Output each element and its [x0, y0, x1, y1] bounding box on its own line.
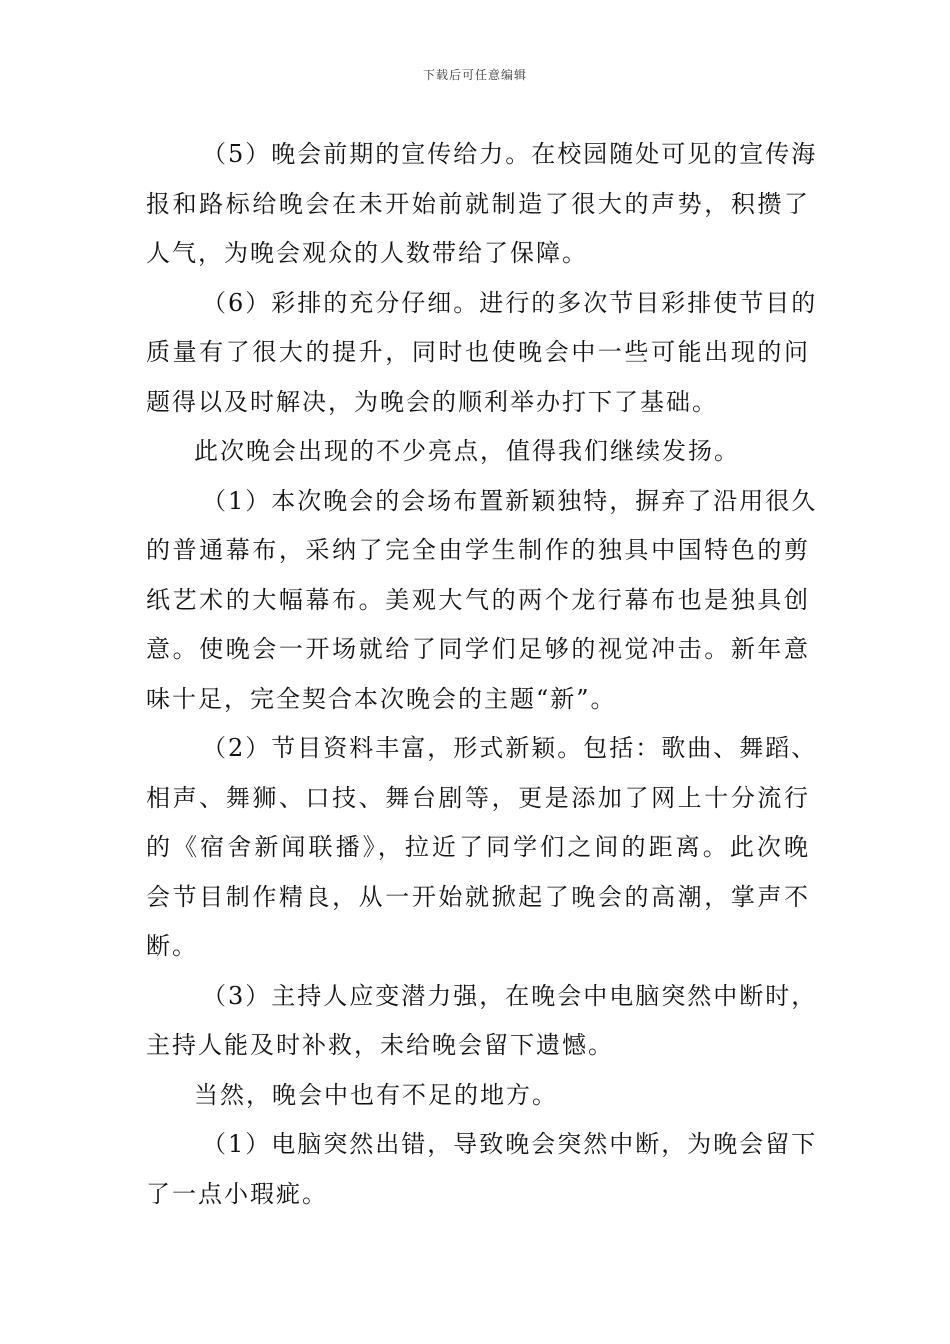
paragraph-line: （3）主持人应变潜力强，在晚会中电脑突然中断时， — [202, 981, 818, 1010]
paragraph-line: 质量有了很大的提升，同时也使晚会中一些可能出现的问 — [146, 338, 810, 366]
paragraph-line: （6）彩排的充分仔细。进行的多次节目彩排使节目的 — [202, 288, 818, 317]
paragraph-line: 断。 — [146, 932, 198, 960]
paragraph-line: 了一点小瑕疵。 — [146, 1179, 328, 1208]
paragraph-line: 主持人能及时补救，未给晚会留下遗憾。 — [146, 1031, 614, 1059]
paragraph-line: （5）晚会前期的宣传给力。在校园随处可见的宣传海 — [202, 140, 818, 168]
paragraph — [146, 130, 818, 279]
paragraph-line: （2）节目资料丰富，形式新颖。包括：歌曲、舞蹈、 — [202, 734, 818, 762]
paragraph — [146, 477, 818, 725]
paragraph-line: 会节目制作精良，从一开始就掀起了晚会的高潮，掌声不 — [146, 882, 810, 911]
paragraph — [146, 279, 818, 428]
paragraph-line: 当然，晚会中也有不足的地方。 — [194, 1080, 558, 1109]
paragraph-line: 味十足，完全契合本次晚会的主题“新”。 — [146, 684, 617, 713]
paragraph-line: 意。使晚会一开场就给了同学们足够的视觉冲击。新年意 — [146, 635, 810, 663]
paragraph-line: 的普通幕布，采纳了完全由学生制作的独具中国特色的剪 — [146, 536, 810, 564]
paragraph-line: 题得以及时解决，为晚会的顺利举办打下了基础。 — [146, 387, 718, 416]
document-body — [146, 130, 818, 1219]
paragraph-line: 此次晚会出现的不少亮点，值得我们继续发扬。 — [194, 437, 740, 465]
paragraph-line: 相声、舞狮、口技、舞台剧等，更是添加了网上十分流行 — [146, 783, 810, 812]
paragraph-line: 人气，为晚会观众的人数带给了保障。 — [146, 239, 588, 267]
paragraph — [146, 427, 810, 477]
paragraph-line: （1）本次晚会的会场布置新颖独特，摒弃了沿用很久 — [202, 486, 818, 515]
paragraph-line: 报和路标给晚会在未开始前就制造了很大的声势，积攒了 — [146, 189, 810, 218]
paragraph — [146, 1071, 810, 1121]
paragraph — [146, 724, 818, 972]
paragraph — [146, 972, 818, 1071]
page-header: 下载后可任意编辑 — [422, 68, 527, 82]
paragraph-line: 纸艺术的大幅幕布。美观大气的两个龙行幕布也是独具创 — [146, 585, 810, 614]
paragraph-line: 的《宿舍新闻联播》，拉近了同学们之间的距离。此次晚 — [146, 833, 810, 861]
paragraph — [146, 1120, 818, 1219]
paragraph-line: （1）电脑突然出错，导致晚会突然中断，为晚会留下 — [202, 1130, 818, 1158]
